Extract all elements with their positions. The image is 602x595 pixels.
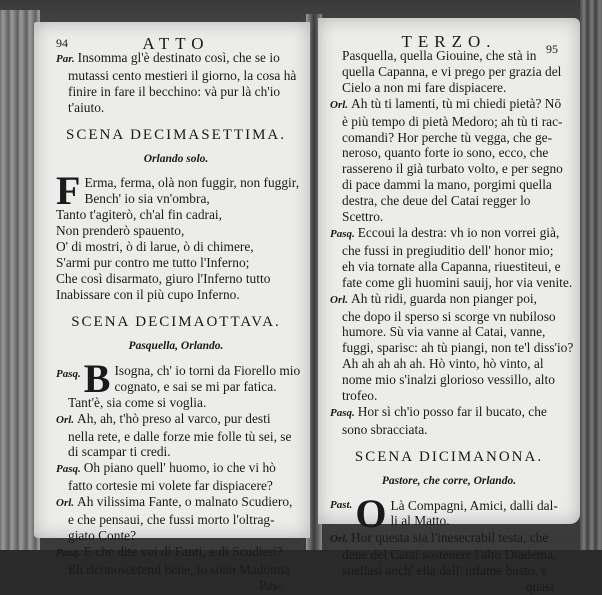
drop-cap: O (355, 490, 387, 536)
speech: Pasq. B Isogna, ch' io torni da Fiorello mio cognato, e sai se mi par fatica. Tant'è, sia come si voglia. (56, 355, 301, 410)
right-page-number: 95 (546, 42, 558, 56)
speaker-tag: Orl. (330, 293, 349, 306)
drop-cap: F (56, 168, 81, 214)
speaker-tag: Orl. (56, 497, 75, 510)
left-running-head: 94 ATTO (56, 34, 210, 53)
speaker-tag: Pasq. (56, 367, 81, 380)
scene-title: SCENA DECIMASETTIMA. (65, 126, 286, 143)
speaker-tag: Par. (56, 53, 75, 65)
scene-persons: Orlando solo. (143, 152, 209, 165)
left-page-number: 94 (56, 36, 68, 50)
speech: Past. O Là Compagni, Amici, dalli dal- li al Matto. (330, 490, 558, 536)
scene-persons: Pastore, che corre, Orlando. (381, 474, 517, 487)
right-page: TERZO. 95 Pasquella, quella Giouine, che stà in quella Capanna, e vi prego per grazia del Cielo a non mi fare dispiacere. Orl. Ah tù ti lamenti, tù mi chiedi pietà? Nō è più tempo di pietà Medoro; ah tù ti rac- comandi? Hor perche tù vegga, che ge- neroso, quanto forte io sono, ecco, che rassereno il già turbato volto, e per segno di pace dammi la mano, porgimi quella destra, che deue del Catai regger lo Scettro. Pasq. Eccoui la destra: vh io non vorrei già, che fussi in pregiuditio dell' honor mio; eh via tornate alla Capanna, riuestiteui, e fate come gli huomini sauij, hor via venite. Orl. Ah tù ridi, guarda non pianger poi, che dopo il sperso si scorge vn nubiloso humore. Sù via vanne al Catai, vanne, fuggi, sparisc: ah tù piangi, non te'l diss'io? Ah ah ah ah ah. Hò vinto, hò vinto, al nome mio s'inalzi glorioso vessillo, alto trofeo. Pasq. Hor sì ch'io posso far il bucato, che sono sbracciata. SCENA DICIMANONA. Pastore, che corre, Orlando. Past. O Là Compagni, Amici, dalli dal- li al Matto. Orl. Hor questa sia l'inesecrabil testa, che deue del Catai sostenere l'alto Diadema, suellasi anch' ella dall' infame busto, e quasi (318, 18, 580, 524)
speaker-tag: Orl. (330, 98, 349, 111)
scene-persons: Pasquella, Orlando. (128, 339, 224, 352)
catchword: Pas- (258, 577, 282, 593)
right-running-head: TERZO. 95 (401, 32, 558, 56)
catchword: quasi (525, 579, 554, 595)
speaker-tag: Orl. (330, 532, 349, 545)
speaker-tag: Orl. (56, 413, 75, 426)
speaker-tag: Pasq. (56, 463, 81, 476)
left-page: 94 ATTO Par. Insomma gl'è destinato così, che se io mutassi cento mestieri il giorno, la cosa hà finire in fare il becchino: và pur là ch'io t'aiuto. SCENA DECIMASETTIMA. Orlando solo. F Erma, ferma, olà non fuggir, non fuggir, Bench' io sia vn'ombra, Tanto t'agiterò, ch'al fin cadrai, Non prenderò spauento, O' di mostri, ò di larue, ò di chimere, S'armi pur contro me tutto l'Inferno; Che così disarmato, giuro l'Inferno tutto Inabissare con il più cupo Inferno. SCENA DECIMAOTTAVA. Pasquella, Orlando. Pasq. B Isogna, ch' io torni da Fiorello mio cognato, e sai se mi par fatica. Tant'è, sia come si voglia. Orl. Ah, ah, t'hò preso al varco, pur desti nella rete, e dalle forze mie folle tù sei, se di scampar ti credi. Pasq. Oh piano quell' huomo, io che vi hò fatto cortesie mi volete far dispiacere? Orl. Ah vilissima Fante, o malnato Scudiero, e che pensaui, che fussi morto l'oltrag- giato Conte? Pasq. E che dite voi di Fanti, e di Scudieri? Eh riconoscetemi bene, io sono Madonna Pas- (34, 22, 310, 538)
speaker-tag: Pasq. (330, 227, 355, 240)
verse-block: F Erma, ferma, olà non fuggir, non fuggir, Bench' io sia vn'ombra, Tanto t'agiterò, ch'al fin cadrai, Non prenderò spauento, O' di mostri, ò di larue, ò di chimere, S'armi pur contro me tutto l'Inferno; Che così disarmato, giuro l'Inferno tutto Inabissare con il più cupo Inferno. (56, 168, 300, 302)
scene-title: SCENA DECIMAOTTAVA. (71, 313, 281, 330)
drop-cap: B (83, 355, 111, 401)
scene-title: SCENA DICIMANONA. (354, 448, 544, 465)
speaker-tag: Pasq. (56, 546, 81, 559)
speaker-tag: Past. (330, 498, 353, 511)
speaker-tag: Pasq. (330, 406, 355, 419)
page-edges-right (580, 0, 602, 550)
